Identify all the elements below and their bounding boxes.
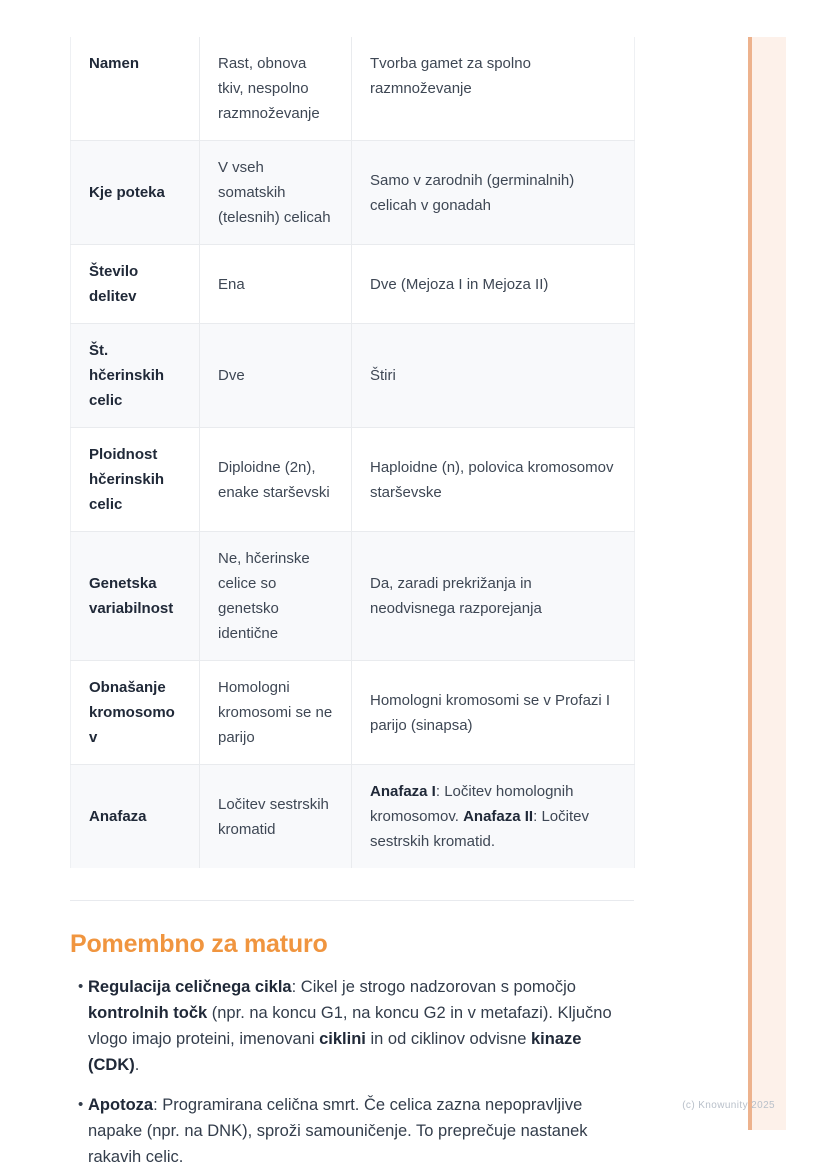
text: Homologni kromosomi se v Profazi I parijo (sinapsa) (370, 691, 611, 734)
mitoza-cell (200, 324, 352, 428)
text: Da, zaradi prekrižanja in neodvisnega razporejanja (370, 575, 542, 617)
row-label: Št. hčerinskih celic (71, 324, 200, 428)
copyright-text: (c) Knowunity 2025 (682, 1100, 775, 1111)
text: Dve (Mejoza I in Mejoza II) (370, 275, 549, 293)
list-item-text (88, 1092, 634, 1170)
section-title: Pomembno za maturo (70, 930, 328, 958)
row-label: Obnašanje kromosomov (71, 661, 200, 765)
text: : Cikel je strogo nadzorovan s pomočjo (291, 978, 576, 996)
text: (npr. na koncu G1, na koncu G2 in v metafazi). Ključno vlogo imajo proteini, imenovani (88, 1004, 612, 1048)
list-item (70, 974, 634, 1078)
list-item-text (88, 974, 634, 1078)
key-points-list (70, 974, 634, 1170)
mitoza-cell (200, 141, 352, 245)
mitoza-cell (200, 245, 352, 324)
text: Ena (218, 275, 245, 293)
bold-text: kontrolnih točk (88, 1004, 208, 1022)
bullet-marker-icon: • (78, 978, 84, 995)
bold-text: Apotoza (88, 1096, 154, 1114)
mejoza-cell (352, 428, 635, 532)
table-row (71, 37, 635, 141)
row-label: Število delitev (71, 245, 200, 324)
section-divider (70, 900, 634, 901)
document-page-content (70, 37, 634, 1171)
mejoza-cell (352, 532, 635, 661)
mejoza-cell (352, 765, 635, 869)
text: . (134, 1056, 140, 1074)
text: : Ločitev homolognih kromosomov. (370, 783, 574, 825)
text: V vseh somatskih (telesnih) celicah (218, 159, 331, 226)
bold-text: Regulacija celičnega cikla (88, 978, 292, 996)
mitoza-cell (200, 661, 352, 765)
table-row (71, 428, 635, 532)
row-label: Namen (89, 55, 140, 72)
table-row (71, 765, 635, 869)
mitoza-cell (200, 428, 352, 532)
comparison-table-body (71, 37, 635, 868)
text: Diploidne (2n), enake starševski (218, 458, 330, 501)
mitoza-cell (200, 765, 352, 869)
table-row (71, 532, 635, 661)
table-row (71, 141, 635, 245)
bold-text: Anafaza I (370, 783, 436, 800)
row-label: Anafaza (71, 765, 200, 869)
text: : Ločitev sestrskih kromatid. (370, 808, 589, 850)
mejoza-cell (352, 661, 635, 765)
text: Samo v zarodnih (germinalnih) celicah v gonadah (370, 171, 575, 214)
text: Haploidne (n), polovica kromosomov starševske (370, 458, 614, 501)
bold-text: Anafaza II (463, 808, 534, 825)
text: : Programirana celična smrt. Če celica zazna nepopravljive napake (npr. na DNK), sproži samouničenje. To preprečuje nastanek rakavih celic. (88, 1096, 588, 1166)
page-accent-stripe (748, 37, 786, 1130)
mejoza-cell (352, 245, 635, 324)
row-label: Ploidnost hčerinskih celic (71, 428, 200, 532)
bold-text: kinaze (CDK) (88, 1030, 582, 1074)
list-item (70, 1092, 634, 1170)
mejoza-cell (352, 324, 635, 428)
table-row (71, 661, 635, 765)
mejoza-cell (352, 37, 635, 141)
text: Dve (218, 367, 245, 384)
text: in od ciklinov odvisne (365, 1030, 531, 1048)
text: Ne, hčerinske celice so genetsko identične (218, 550, 310, 642)
mejoza-cell (352, 141, 635, 245)
table-row (71, 245, 635, 324)
table-row (71, 324, 635, 428)
row-label: Kje poteka (71, 141, 200, 245)
comparison-table (70, 37, 635, 868)
bold-text: ciklini (319, 1030, 366, 1048)
text: Tvorba gamet za spolno razmnoževanje (370, 55, 531, 97)
mitoza-cell (200, 532, 352, 661)
text: Štiri (370, 367, 396, 384)
text: Rast, obnova tkiv, nespolno razmnoževanje (218, 55, 320, 122)
text: Ločitev sestrskih kromatid (218, 795, 329, 838)
text: Homologni kromosomi se ne parijo (218, 679, 333, 746)
mitoza-cell (200, 37, 352, 141)
row-label: Genetska variabilnost (71, 532, 200, 661)
bullet-marker-icon: • (78, 1096, 84, 1113)
